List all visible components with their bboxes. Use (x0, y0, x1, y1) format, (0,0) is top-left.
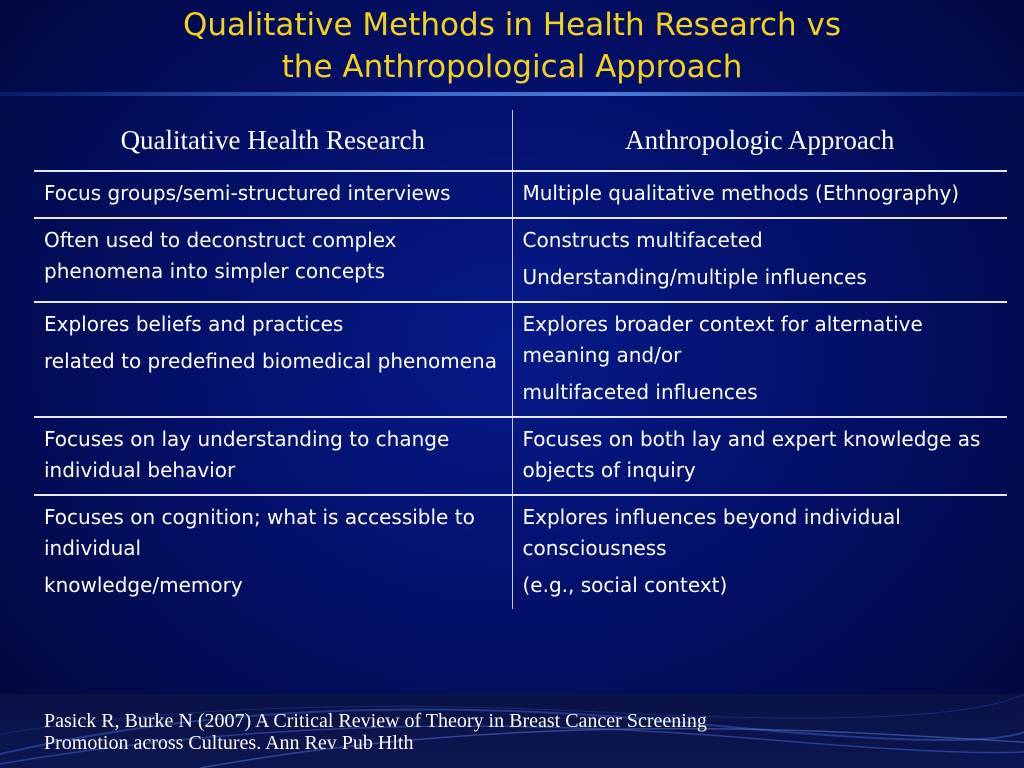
cell-text: Explores broader context for alternative meaning and/or (522, 312, 923, 367)
table-cell-left (34, 495, 512, 609)
table-cell-right (512, 302, 1007, 417)
slide-title (0, 4, 1024, 88)
table-row (34, 302, 1007, 417)
table-cell-left (34, 218, 512, 302)
citation (44, 710, 1004, 754)
title-divider (0, 92, 1024, 96)
table-row (34, 495, 1007, 609)
table-cell-right (512, 218, 1007, 302)
table-cell-right (512, 495, 1007, 609)
header-anthropologic-approach: Anthropologic Approach (512, 110, 1007, 171)
cell-text: Explores beliefs and practices (44, 312, 344, 336)
table-cell-right (512, 171, 1007, 218)
comparison-table (34, 110, 1007, 609)
cell-text: related to predefined biomedical phenomena (44, 349, 497, 373)
citation-line-2: Promotion across Cultures. Ann Rev Pub Hlth (44, 732, 414, 754)
cell-text: Focus groups/semi-structured interviews (44, 181, 451, 205)
comparison-table-container (34, 110, 1007, 609)
table-cell-left (34, 171, 512, 218)
table-cell-left (34, 417, 512, 495)
cell-text: Focuses on cognition; what is accessible to individual (44, 505, 475, 560)
table-cell-left (34, 302, 512, 417)
cell-text: Constructs multifaceted (522, 228, 763, 252)
table-row (34, 417, 1007, 495)
header-qualitative-health-research: Qualitative Health Research (34, 110, 512, 171)
table-row (34, 171, 1007, 218)
cell-text: Understanding/multiple influences (522, 265, 867, 289)
cell-text: Explores influences beyond individual consciousness (522, 505, 901, 560)
cell-text: Focuses on both lay and expert knowledge as objects of inquiry (522, 427, 981, 482)
cell-text: multifaceted influences (522, 380, 758, 404)
table-header-row (34, 110, 1007, 171)
table-row (34, 218, 1007, 302)
cell-text: knowledge/memory (44, 573, 243, 597)
cell-text: (e.g., social context) (522, 573, 728, 597)
cell-text: Often used to deconstruct complex phenomena into simpler concepts (44, 228, 397, 283)
cell-text: Multiple qualitative methods (Ethnography) (522, 181, 960, 205)
cell-text: Focuses on lay understanding to change individual behavior (44, 427, 450, 482)
slide-title-line-1: Qualitative Methods in Health Research vs (182, 7, 842, 43)
slide-title-line-2: the Anthropological Approach (281, 49, 743, 85)
citation-line-1: Pasick R, Burke N (2007) A Critical Review of Theory in Breast Cancer Screening (44, 710, 707, 732)
table-cell-right (512, 417, 1007, 495)
